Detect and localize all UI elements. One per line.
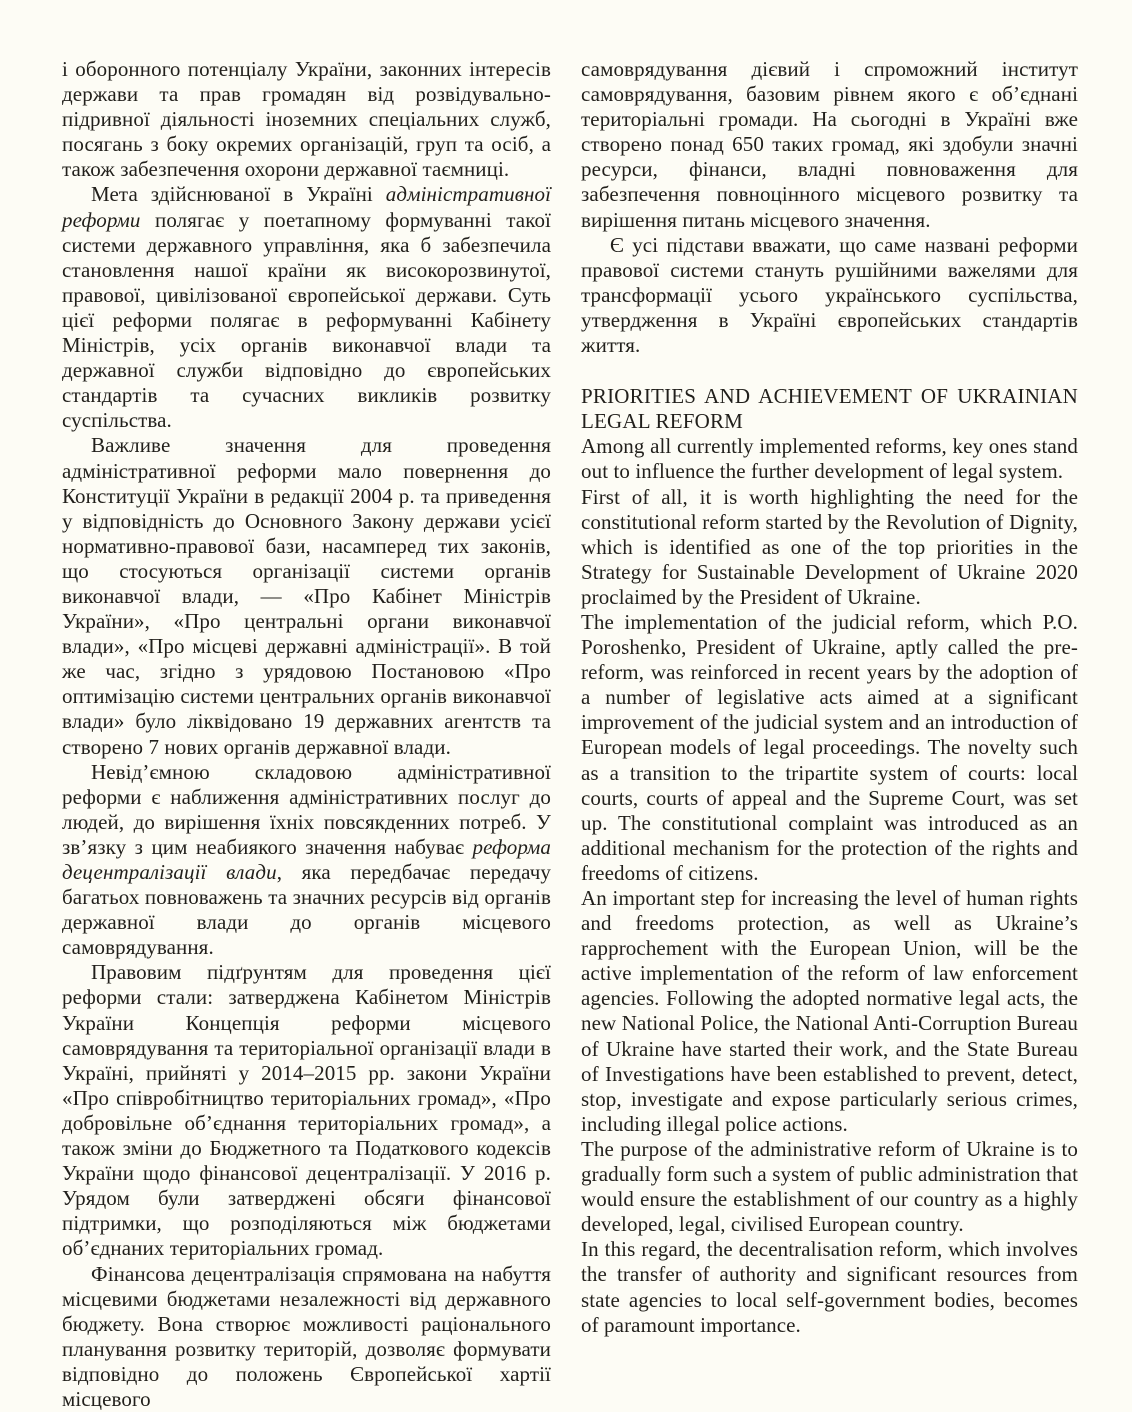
text-run: Правовим підґрунтям для проведення цієї реформи стали: затверджена Кабінетом Міністрів України Концепція реформи місцевого самоврядування та територіальної організації влади в Україні, прийняті у 2014–2015 рр. закони України «Про співробітництво територіальних громад», «Про добровільне об’єднання територіальних громад», а також зміни до Бюджетного та Податкового кодексів України щодо фінансової децентралізації. У 2016 р. Урядом були затверджені обсяги фінансової підтримки, що розподіляються між бюджетами об’єднаних територіальних громад. — [62, 960, 551, 1260]
paragraph-ua — [62, 960, 551, 1261]
text-run: In this regard, the decentralisation reform, which involves the transfer of authority and significant resources from state agencies to local self-government bodies, becomes of paramount importance. — [581, 1237, 1078, 1336]
text-run: The implementation of the judicial reform, which P.O. Poroshenko, President of Ukraine, aptly called the pre-reform, was reinforced in recent years by the adoption of a number of legislative acts aimed at a significant improvement of the judicial system and an introduction of European models of legal proceedings. The novelty such as a transition to the tripartite system of courts: local courts, courts of appeal and the Supreme Court, was set up. The constitutional complaint was introduced as an additional mechanism for the protection of the rights and freedoms of citizens. — [581, 610, 1078, 885]
paragraph-ua — [62, 1262, 551, 1412]
text-run: Є усі підстави вважати, що саме названі реформи правової системи стануть рушійними важелями для трансформації усього українського суспільства, утвердження в Україні європейських стандартів життя. — [581, 233, 1078, 357]
paragraph-en — [581, 1137, 1078, 1237]
text-run: First of all, it is worth highlighting the need for the constitutional reform started by the Revolution of Dignity, which is identified as one of the top priorities in the Strategy for Sustainable Development of Ukraine 2020 proclaimed by the President of Ukraine. — [581, 485, 1078, 609]
text-run: Фінансова децентралізація спрямована на набуття місцевими бюджетами незалежності від державного бюджету. Вона створює можливості раціонального планування розвитку територій, дозволяє формувати відповідно до положень Європейської хартії місцевого — [62, 1262, 551, 1411]
text-run: Among all currently implemented reforms, key ones stand out to influence the further development of legal system. — [581, 434, 1078, 483]
text-run: Невід’ємною складовою адміністративної реформи є наближення адміністративних послуг до людей, до вирішення їхніх повсякденних потреб. У зв’язку з цим неабиякого значення набуває — [62, 760, 551, 859]
paragraph-ua — [62, 57, 551, 182]
right-column-top — [581, 57, 1078, 358]
paragraph-ua — [62, 182, 551, 433]
paragraph-en — [581, 610, 1078, 886]
text-run: , яка передбачає передачу багатьох повноважень та значних ресурсів від органів державної влади до органів місцевого самоврядування. — [62, 860, 551, 959]
text-run: і оборонного потенціалу України, законних інтересів держави та прав громадян від розвідувально-підривної діяльності іноземних спеціальних служб, посягань з боку окремих організацій, груп та осіб, а також забезпечення охорони державної таємниці. — [62, 57, 551, 181]
paragraph-en — [581, 434, 1078, 484]
paragraph-ua — [62, 760, 551, 961]
text-run: Мета здійснюваної в Україні — [91, 182, 386, 206]
emphasized-text: реформа децентралізації влади — [62, 835, 551, 884]
paragraph-en — [581, 1237, 1078, 1337]
text-run: Важливе значення для проведення адміністративної реформи мало повернення до Конституції України в редакції 2004 р. та приведення у відповідність до Основного Закону держави усієї нормативно-правової бази, насамперед тих законів, що стосуються організації системи органів виконавчої влади, — «Про Кабінет Міністрів України», «Про центральні органи виконавчої влади», «Про місцеві державні адміністрації». В той же час, згідно з урядовою Постановою «Про оптимізацію системи центральних органів виконавчої влади» було ліквідовано 19 державних агентств та створено 7 нових органів державної влади. — [62, 433, 551, 758]
text-run: полягає у поетапному формуванні такої системи державного управління, яка б забезпечила становлення нашої країни як високорозвинутої, правової, цивілізованої європейської держави. Суть цієї реформи полягає в реформуванні Кабінету Міністрів, усіх органів виконавчої влади та державної служби відповідно до європейських стандартів та сучасних викликів розвитку суспільства. — [62, 208, 551, 433]
paragraph-ua — [581, 57, 1078, 233]
paragraph-ua — [62, 433, 551, 759]
text-run: The purpose of the administrative reform of Ukraine is to gradually form such a system of public administration that would ensure the establishment of our country as a highly developed, legal, civilised European country. — [581, 1137, 1078, 1236]
text-run: самоврядування дієвий і спроможний інститут самоврядування, базовим рівнем якого є об’єднані територіальні громади. На сьогодні в Україні вже створено понад 650 таких громад, які здобули значні ресурси, фінанси, владні повноваження для забезпечення повноцінного місцевого розвитку та вирішення питань місцевого значення. — [581, 57, 1078, 232]
emphasized-text: адміністративної реформи — [62, 182, 551, 231]
paragraph-en — [581, 485, 1078, 610]
paragraph-en — [581, 886, 1078, 1137]
paragraph-ua — [581, 233, 1078, 358]
right-column — [581, 57, 1078, 1304]
section-heading: PRIORITIES AND ACHIEVEMENT OF UKRAINIAN LEGAL REFORM — [581, 384, 1078, 434]
right-column-bottom — [581, 434, 1078, 1337]
text-run: An important step for increasing the level of human rights and freedoms protection, as well as Ukraine’s rapprochement with the European Union, will be the active implementation of the reform of law enforcement agencies. Following the adopted normative legal acts, the new National Police, the National Anti-Corruption Bureau of Ukraine have started their work, and the State Bureau of Investigations have been established to prevent, detect, stop, investigate and expose particularly serious crimes, including illegal police actions. — [581, 886, 1078, 1136]
left-column — [62, 57, 551, 1304]
